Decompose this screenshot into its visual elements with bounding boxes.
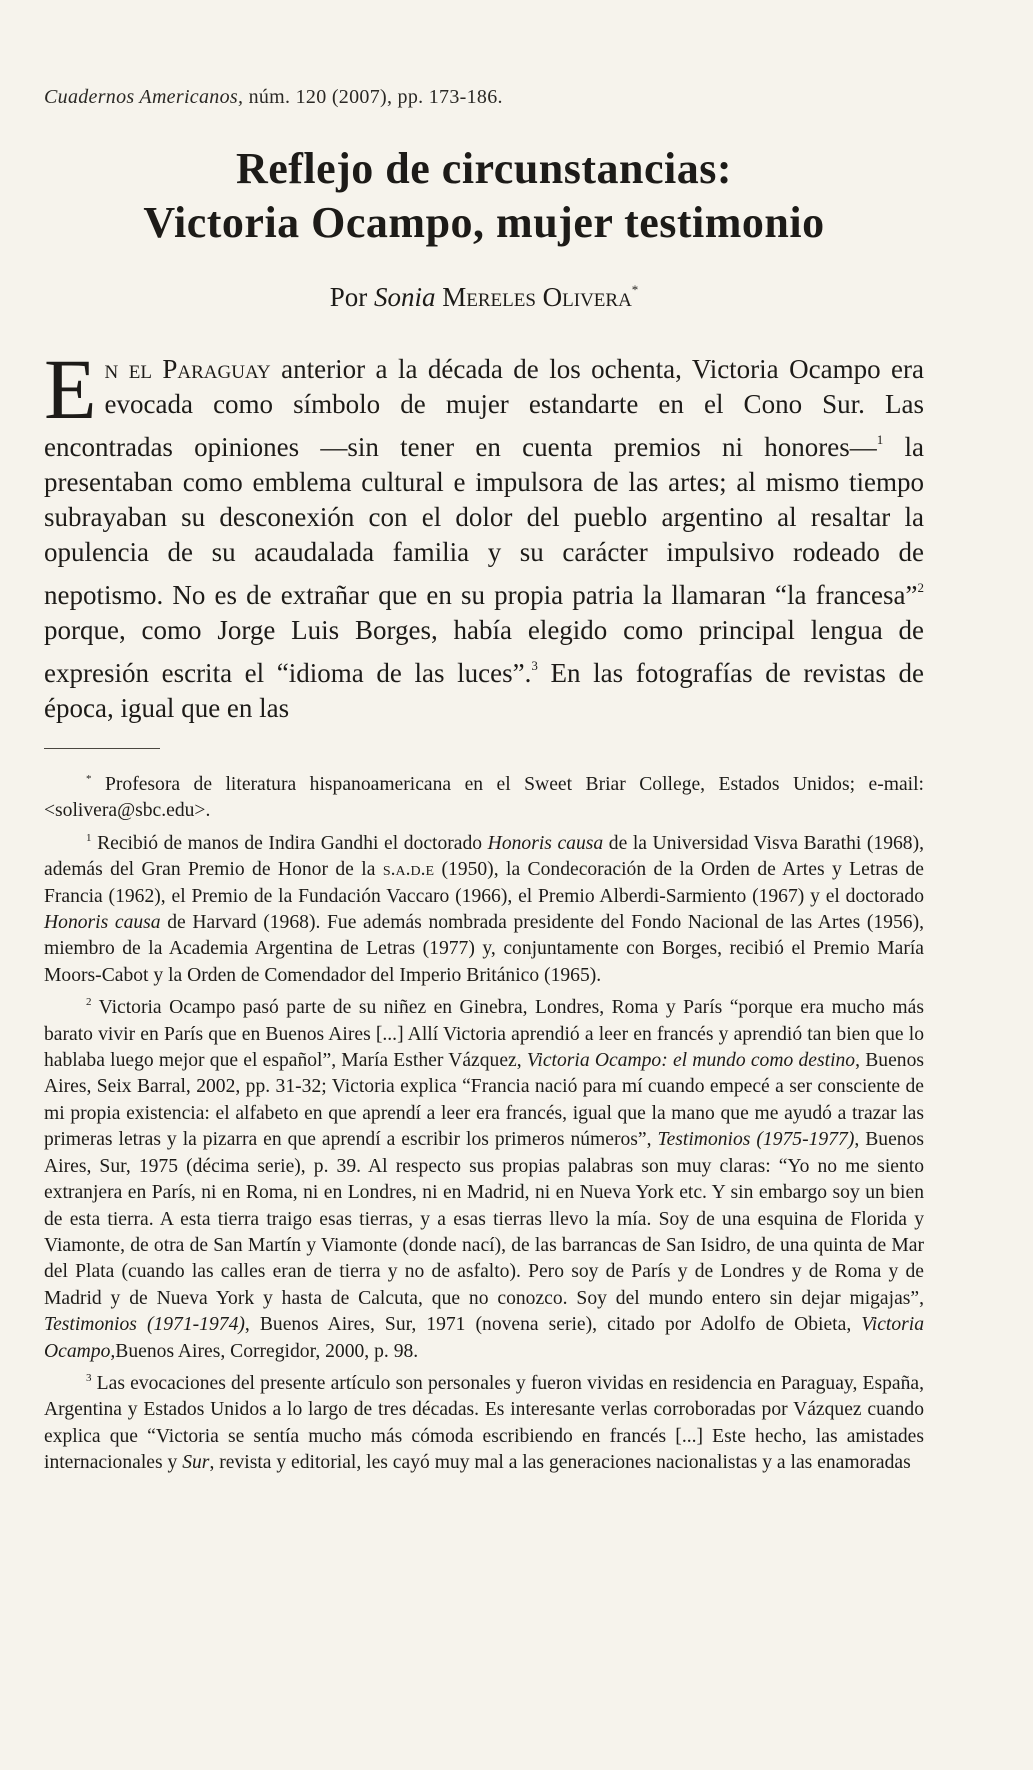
footnote-text: , Buenos Aires, Seix Barral, 2002, pp. 31-32; Victoria explica “Francia nació para mí cuando empecé a ser consciente de mi propia existencia: el alfabeto en que aprendí a leer era francés, igual que la mano que me ayudó a trazar las primeras letras y la pizarra en que aprendí a escribir los primeros números”, [44, 1050, 924, 1151]
footnote-marker: 1 [86, 831, 92, 844]
footnote-italic: Victoria Ocampo: el mundo como destino [526, 1050, 856, 1072]
footnote-italic: Testimonios (1971-1974) [44, 1314, 245, 1336]
author-surname: Mereles Olivera [442, 282, 632, 312]
footnote-text: , Buenos Aires, Sur, 1971 (novena serie), citado por Adolfo de Obieta, [244, 1314, 862, 1336]
body-text-4: En las fotografías de revistas de época, igual que en las [44, 658, 924, 723]
footnote-smallcaps: s.a.d.e [382, 859, 435, 881]
title-line-2: Victoria Ocampo, mujer testimonio [143, 198, 825, 247]
smallcaps-lead: n el Paraguay [104, 354, 271, 384]
body-paragraph [44, 341, 924, 726]
article-title [44, 142, 924, 250]
footnote-text: de Harvard (1968). Fue además nombrada presidente del Fondo Nacional de las Artes (1956), miembro de la Academia Argentina de Letras (1977) y, conjuntamente con Borges, recibió el Premio María Moors-Cabot y la Orden de Comendador del Imperio Británico (1965). [44, 912, 924, 986]
body-text-3: porque, como Jorge Luis Borges, había elegido como principal lengua de expresión escrita el “idioma de las luces”. [44, 615, 924, 688]
footnote-text: (1950), la Condecoración de la Orden de Artes y Letras de Francia (1962), el Premio de la Fundación Vaccaro (1966), el Premio Alberdi-Sarmiento (1967) y el doctorado [44, 859, 924, 907]
footnote-text: Recibió de manos de Indira Gandhi el doctorado [91, 832, 488, 854]
footnote-text: Victoria Ocampo pasó parte de su niñez en Ginebra, Londres, Roma y París “porque era mucho más barato vivir en París que en Buenos Aires [...] Allí Victoria aprendió a leer en francés y aprendió tan bien que lo hablaba luego mejor que el español”, María Esther Vázquez, [44, 997, 924, 1072]
body-text-1: anterior a la década de los ochenta, Victoria Ocampo era evocada como símbolo de mujer estandarte en el Cono Sur. Las encontradas opiniones —sin tener en cuenta premios ni honores— [44, 354, 924, 462]
footnotes [44, 766, 924, 1477]
footnote-ref-2: 2 [917, 580, 924, 595]
footnote-text: , Buenos Aires, Sur, 1975 (décima serie), p. 39. Al respecto sus propias palabras son muy claras: “Yo no me siento extranjera en París, ni en Roma, ni en Londres, ni en Madrid, ni en Nueva York etc. Y sin embargo soy un bien de esta tierra. A esta tierra traigo esas tierras, y a esas tierras llevo la mía. Soy de una esquina de Florida y Viamonte, de otra de San Martín y Viamonte (donde nací), de las barrancas de San Isidro, de una quinta de Mar del Plata (cuando las calles eran de tierra y no de asfalto). Pero soy de París y de Londres y de Roma y de Madrid y de Nueva York y hasta de Calcuta, que no conozco. Soy del mundo entero sin dejar migajas”, [44, 1129, 924, 1309]
author-footnote-marker: * [631, 282, 639, 297]
footnote-ref-1: 1 [876, 432, 884, 447]
footnote-text: Buenos Aires, Corregidor, 2000, p. 98. [115, 1340, 419, 1362]
footnote-italic: Testimonios (1975-1977) [657, 1129, 855, 1151]
byline [44, 282, 924, 313]
body-text-2: la presentaban como emblema cultural e impulsora de las artes; al mismo tiempo subrayaban su desconexión con el dolor del pueblo argentino al resaltar la opulencia de su acaudalada familia y su carácter impulsivo rodeado de nepotismo. No es de extrañar que en su propia patria la llamaran “la francesa” [44, 432, 924, 610]
drop-cap: E [44, 341, 97, 437]
footnote-author [44, 766, 924, 825]
footnote-2 [44, 989, 924, 1365]
footnote-text: Profesora de literatura hispanoamericana en el Sweet Briar College, Estados Unidos; e-mail: <solivera@sbc.edu>. [44, 774, 924, 822]
footnote-marker: 2 [86, 996, 92, 1009]
title-line-1: Reflejo de circunstancias: [235, 144, 733, 193]
footnote-divider [44, 748, 160, 749]
footnote-italic: Sur [182, 1452, 210, 1474]
footnote-text: , revista y editorial, les cayó muy mal a las generaciones nacionalistas y a las enamoradas [209, 1452, 911, 1474]
footnote-italic: Victoria Ocampo, [44, 1314, 925, 1362]
footnote-marker: * [86, 773, 92, 785]
author-given-name: Sonia [373, 282, 436, 312]
journal-name: Cuadernos Americanos, [44, 86, 244, 108]
footnote-ref-3: 3 [531, 658, 538, 673]
footnote-3 [44, 1365, 924, 1477]
byline-prefix: Por [329, 282, 368, 312]
footnote-text: Las evocaciones del presente artículo son personales y fueron vividas en residencia en Paraguay, España, Argentina y Estados Unidos a lo largo de tres décadas. Es interesante verlas corroboradas por Vázquez cuando explica que “Victoria se sentía mucho más cómoda escribiendo en francés [...] Este hecho, las amistades internacionales y [44, 1372, 924, 1474]
footnote-italic: Honoris causa [487, 832, 604, 854]
footnote-marker: 3 [86, 1371, 92, 1384]
journal-citation: núm. 120 (2007), pp. 173-186. [248, 86, 503, 108]
footnote-text: de la Universidad Visva Barathi (1968), además del Gran Premio de Honor de la [44, 832, 925, 881]
footnote-italic: Honoris causa [44, 912, 161, 934]
footnote-1 [44, 825, 924, 989]
running-head [44, 86, 503, 109]
